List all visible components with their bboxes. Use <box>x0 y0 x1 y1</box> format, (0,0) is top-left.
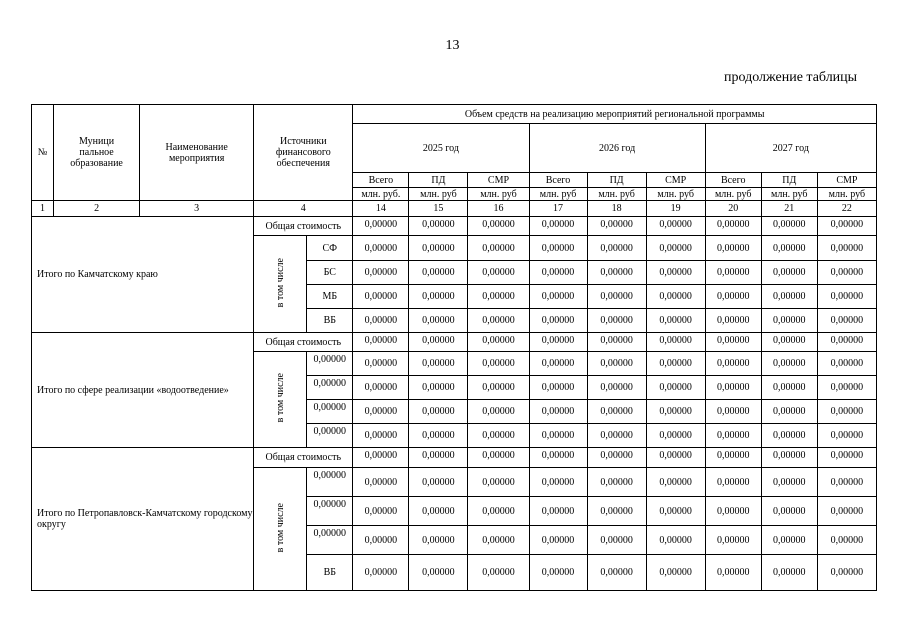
header-col-name: Всего <box>353 173 409 188</box>
header-col-name: СМР <box>817 173 876 188</box>
source-value: 0,00000 <box>817 424 876 448</box>
source-value: 0,00000 <box>468 400 529 424</box>
source-value: 0,00000 <box>761 376 817 400</box>
source-value: 0,00000 <box>587 352 646 376</box>
column-number: 22 <box>817 201 876 217</box>
source-value: 0,00000 <box>587 285 646 309</box>
source-value: 0,00000 <box>761 352 817 376</box>
column-number: 21 <box>761 201 817 217</box>
column-number: 15 <box>409 201 468 217</box>
source-value: 0,00000 <box>529 497 587 526</box>
source-value: 0,00000 <box>529 526 587 555</box>
source-value: 0,00000 <box>409 424 468 448</box>
header-event-name: Наименование мероприятия <box>140 105 254 201</box>
source-value: 0,00000 <box>468 309 529 333</box>
source-value: 0,00000 <box>409 400 468 424</box>
total-value: 0,00000 <box>761 333 817 352</box>
header-year: 2026 год <box>529 124 705 173</box>
total-value: 0,00000 <box>409 448 468 468</box>
source-value: 0,00000 <box>761 309 817 333</box>
source-label: 0,00000 <box>307 526 353 555</box>
source-value: 0,00000 <box>646 400 705 424</box>
header-col-name: ПД <box>587 173 646 188</box>
column-number: 18 <box>587 201 646 217</box>
source-value: 0,00000 <box>409 261 468 285</box>
total-value: 0,00000 <box>817 448 876 468</box>
total-value: 0,00000 <box>761 217 817 236</box>
source-value: 0,00000 <box>587 376 646 400</box>
source-value: 0,00000 <box>761 555 817 591</box>
header-sources: Источники финансового обеспечения <box>254 105 353 201</box>
source-value: 0,00000 <box>409 497 468 526</box>
total-value: 0,00000 <box>468 217 529 236</box>
source-value: 0,00000 <box>817 400 876 424</box>
total-value: 0,00000 <box>646 333 705 352</box>
header-col-name: СМР <box>646 173 705 188</box>
source-value: 0,00000 <box>817 236 876 261</box>
total-value: 0,00000 <box>705 333 761 352</box>
total-value: 0,00000 <box>529 448 587 468</box>
source-value: 0,00000 <box>587 400 646 424</box>
source-value: 0,00000 <box>705 497 761 526</box>
total-value: 0,00000 <box>587 333 646 352</box>
header-volume: Объем средств на реализацию мероприятий региональной программы <box>353 105 877 124</box>
funding-table <box>31 104 877 591</box>
total-cost-label: Общая стоимость <box>254 217 353 236</box>
source-value: 0,00000 <box>817 497 876 526</box>
source-value: 0,00000 <box>817 555 876 591</box>
in-number-cell <box>254 236 307 333</box>
header-municipality: Муници пальное образование <box>54 105 140 201</box>
source-label: МБ <box>307 285 353 309</box>
source-label: 0,00000 <box>307 400 353 424</box>
source-value: 0,00000 <box>761 468 817 497</box>
source-value: 0,00000 <box>587 555 646 591</box>
source-value: 0,00000 <box>409 309 468 333</box>
source-value: 0,00000 <box>817 352 876 376</box>
source-value: 0,00000 <box>646 555 705 591</box>
source-value: 0,00000 <box>409 468 468 497</box>
source-value: 0,00000 <box>587 468 646 497</box>
source-value: 0,00000 <box>409 376 468 400</box>
source-label: 0,00000 <box>307 497 353 526</box>
total-value: 0,00000 <box>587 217 646 236</box>
total-value: 0,00000 <box>409 333 468 352</box>
column-numbers-row <box>32 201 877 217</box>
section-total-row <box>32 448 877 468</box>
source-value: 0,00000 <box>468 352 529 376</box>
table-continuation-label: продолжение таблицы <box>724 70 858 85</box>
source-value: 0,00000 <box>817 261 876 285</box>
source-value: 0,00000 <box>646 352 705 376</box>
source-value: 0,00000 <box>761 526 817 555</box>
source-value: 0,00000 <box>353 468 409 497</box>
source-value: 0,00000 <box>817 285 876 309</box>
source-value: 0,00000 <box>468 424 529 448</box>
source-value: 0,00000 <box>409 555 468 591</box>
source-value: 0,00000 <box>587 261 646 285</box>
column-number: 17 <box>529 201 587 217</box>
total-value: 0,00000 <box>409 217 468 236</box>
source-value: 0,00000 <box>705 285 761 309</box>
in-number-label: в том числе <box>274 257 286 308</box>
header-col-name: ПД <box>761 173 817 188</box>
source-value: 0,00000 <box>587 424 646 448</box>
column-number: 3 <box>140 201 254 217</box>
source-value: 0,00000 <box>353 376 409 400</box>
source-value: 0,00000 <box>353 285 409 309</box>
source-label: 0,00000 <box>307 468 353 497</box>
header-num: № <box>32 105 54 201</box>
source-value: 0,00000 <box>587 309 646 333</box>
in-number-cell <box>254 352 307 448</box>
source-value: 0,00000 <box>468 285 529 309</box>
section-total-row <box>32 217 877 236</box>
source-value: 0,00000 <box>529 236 587 261</box>
column-number: 2 <box>54 201 140 217</box>
source-value: 0,00000 <box>353 497 409 526</box>
column-number: 20 <box>705 201 761 217</box>
source-label: 0,00000 <box>307 352 353 376</box>
section-title: Итого по Камчатскому краю <box>32 217 254 333</box>
column-number: 14 <box>353 201 409 217</box>
source-value: 0,00000 <box>646 309 705 333</box>
source-value: 0,00000 <box>761 236 817 261</box>
source-value: 0,00000 <box>529 352 587 376</box>
source-value: 0,00000 <box>587 236 646 261</box>
header-unit: млн. руб <box>468 188 529 201</box>
source-value: 0,00000 <box>646 497 705 526</box>
source-value: 0,00000 <box>409 352 468 376</box>
source-value: 0,00000 <box>529 376 587 400</box>
page-number: 13 <box>445 38 460 53</box>
source-value: 0,00000 <box>529 400 587 424</box>
source-value: 0,00000 <box>817 526 876 555</box>
source-value: 0,00000 <box>529 309 587 333</box>
total-value: 0,00000 <box>353 333 409 352</box>
header-unit: млн. руб <box>761 188 817 201</box>
section-title: Итого по сфере реализации «водоотведение» <box>32 333 254 448</box>
total-value: 0,00000 <box>646 448 705 468</box>
source-value: 0,00000 <box>761 285 817 309</box>
total-value: 0,00000 <box>529 333 587 352</box>
header-unit: млн. руб <box>587 188 646 201</box>
in-number-cell <box>254 468 307 591</box>
source-value: 0,00000 <box>705 352 761 376</box>
header-unit: млн. руб <box>817 188 876 201</box>
source-value: 0,00000 <box>468 497 529 526</box>
source-value: 0,00000 <box>646 376 705 400</box>
total-value: 0,00000 <box>817 217 876 236</box>
total-value: 0,00000 <box>761 448 817 468</box>
source-label: СФ <box>307 236 353 261</box>
source-value: 0,00000 <box>529 261 587 285</box>
source-value: 0,00000 <box>353 555 409 591</box>
source-value: 0,00000 <box>468 376 529 400</box>
source-value: 0,00000 <box>761 497 817 526</box>
source-value: 0,00000 <box>529 424 587 448</box>
header-unit: млн. руб <box>409 188 468 201</box>
column-number: 4 <box>254 201 353 217</box>
source-value: 0,00000 <box>353 424 409 448</box>
header-unit: млн. руб <box>646 188 705 201</box>
total-cost-label: Общая стоимость <box>254 448 353 468</box>
total-value: 0,00000 <box>817 333 876 352</box>
source-value: 0,00000 <box>587 526 646 555</box>
source-value: 0,00000 <box>529 555 587 591</box>
total-value: 0,00000 <box>705 448 761 468</box>
column-number: 1 <box>32 201 54 217</box>
source-value: 0,00000 <box>646 424 705 448</box>
header-unit: млн. руб <box>529 188 587 201</box>
source-value: 0,00000 <box>705 236 761 261</box>
source-value: 0,00000 <box>761 424 817 448</box>
source-label: БС <box>307 261 353 285</box>
source-value: 0,00000 <box>353 236 409 261</box>
source-value: 0,00000 <box>409 236 468 261</box>
source-value: 0,00000 <box>705 376 761 400</box>
source-value: 0,00000 <box>468 468 529 497</box>
source-value: 0,00000 <box>705 261 761 285</box>
total-value: 0,00000 <box>468 333 529 352</box>
table-body <box>32 105 877 591</box>
source-value: 0,00000 <box>529 285 587 309</box>
total-value: 0,00000 <box>468 448 529 468</box>
source-value: 0,00000 <box>817 376 876 400</box>
header-unit: млн. руб <box>705 188 761 201</box>
total-cost-label: Общая стоимость <box>254 333 353 352</box>
source-label: ВБ <box>307 309 353 333</box>
source-value: 0,00000 <box>353 526 409 555</box>
header-col-name: Всего <box>705 173 761 188</box>
in-number-label: в том числе <box>274 502 286 553</box>
source-value: 0,00000 <box>761 400 817 424</box>
source-value: 0,00000 <box>353 309 409 333</box>
source-value: 0,00000 <box>353 352 409 376</box>
header-year: 2025 год <box>353 124 529 173</box>
header-col-name: Всего <box>529 173 587 188</box>
source-value: 0,00000 <box>705 309 761 333</box>
total-value: 0,00000 <box>353 448 409 468</box>
total-value: 0,00000 <box>587 448 646 468</box>
source-value: 0,00000 <box>353 400 409 424</box>
source-value: 0,00000 <box>468 526 529 555</box>
source-value: 0,00000 <box>587 497 646 526</box>
section-total-row <box>32 333 877 352</box>
section-title: Итого по Петропавловск-Камчатскому городскому округу <box>32 448 254 591</box>
source-value: 0,00000 <box>529 468 587 497</box>
source-value: 0,00000 <box>705 526 761 555</box>
header-col-name: СМР <box>468 173 529 188</box>
source-value: 0,00000 <box>646 468 705 497</box>
column-number: 16 <box>468 201 529 217</box>
source-label: ВБ <box>307 555 353 591</box>
source-value: 0,00000 <box>468 555 529 591</box>
source-label: 0,00000 <box>307 424 353 448</box>
header-col-name: ПД <box>409 173 468 188</box>
header-unit: млн. руб. <box>353 188 409 201</box>
total-value: 0,00000 <box>529 217 587 236</box>
source-value: 0,00000 <box>705 468 761 497</box>
source-label: 0,00000 <box>307 376 353 400</box>
source-value: 0,00000 <box>409 285 468 309</box>
source-value: 0,00000 <box>761 261 817 285</box>
source-value: 0,00000 <box>468 236 529 261</box>
source-value: 0,00000 <box>646 526 705 555</box>
source-value: 0,00000 <box>409 526 468 555</box>
total-value: 0,00000 <box>353 217 409 236</box>
source-value: 0,00000 <box>705 555 761 591</box>
total-value: 0,00000 <box>646 217 705 236</box>
source-value: 0,00000 <box>817 309 876 333</box>
header-year: 2027 год <box>705 124 876 173</box>
source-value: 0,00000 <box>468 261 529 285</box>
source-value: 0,00000 <box>353 261 409 285</box>
column-number: 19 <box>646 201 705 217</box>
source-value: 0,00000 <box>705 424 761 448</box>
source-value: 0,00000 <box>817 468 876 497</box>
source-value: 0,00000 <box>646 261 705 285</box>
in-number-label: в том числе <box>274 373 286 423</box>
source-value: 0,00000 <box>646 236 705 261</box>
source-value: 0,00000 <box>646 285 705 309</box>
header-row-1 <box>32 105 877 124</box>
source-value: 0,00000 <box>705 400 761 424</box>
total-value: 0,00000 <box>705 217 761 236</box>
